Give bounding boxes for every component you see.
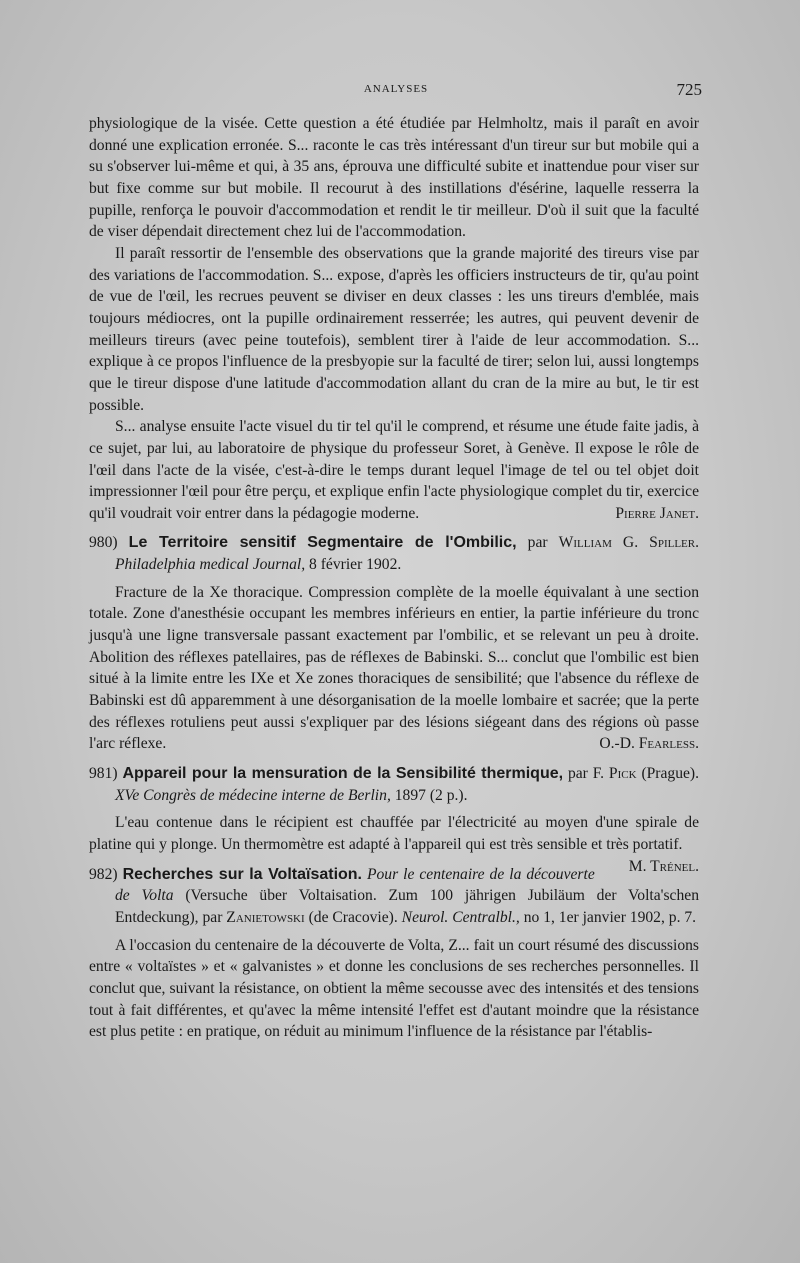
entry-date: 1897 (2 p.). [394, 786, 468, 804]
entry-date: 8 février 1902. [309, 556, 402, 574]
entry-subtitle: Pour le centenaire de la découverte de Volta [115, 865, 595, 905]
entry-heading-980 [89, 532, 699, 575]
running-head [90, 80, 702, 100]
entry-author: William G. Spiller. [558, 534, 700, 552]
entry-body-text: L'eau contenue dans le récipient est chauffée par l'électricité au moyen d'une spirale de platine qui y plonge. Un thermomètre est adapté à l'appareil qui est très sensible et très portatif. [89, 814, 699, 853]
entry-place: (Prague). [641, 765, 700, 783]
paragraph: physiologique de la visée. Cette question a été étudiée par Helmholtz, mais il paraît en avoir donné une explication erronée. S... raconte le cas très intéressant d'un tireur sur but mobile qui a su s'observer lui-même et qui, à 35 ans, éprouva une difficulté subite et inattendue pour viser sur but fixe comme sur but mobile. Il recourut à des instillations d'ésérine, laquelle resserra la pupille, renforça le pouvoir d'accommodation et rendit le tir meilleur. D'où il suit que la faculté de viser dépendait directement chez lui de l'accommodation. [89, 115, 699, 241]
entry-title: Le Territoire sensitif Segmentaire de l'Ombilic, [128, 534, 517, 552]
entry-heading-981 [89, 763, 699, 806]
signature: Pierre Janet. [615, 504, 699, 522]
entry-body [89, 582, 699, 755]
paragraph-with-signature [89, 416, 699, 524]
entry-number: 982) [89, 865, 118, 883]
paragraph: Il paraît ressortir de l'ensemble des observations que la grande majorité des tireurs vise par des variations de l'accommodation. S... expose, d'après les officiers instructeurs de tir, qu'au point de vue de l'œil, les recrues peuvent se diviser en deux classes : les uns tireurs d'emblée, mais toujours médiocres, ont la pupille ordinairement resserrée; les autres, qui peuvent devenir de meilleurs tireurs (avec peine toutefois), semblent tirer à l'aide de leur accommodation. S... explique à ce propos l'influence de la presbyopie sur la faculté de tirer; selon lui, aussi longtemps que le tireur dispose d'une latitude d'accommodation allant du cran de la mire au but, le tir est possible. [89, 244, 699, 414]
entry-by: par [527, 534, 548, 552]
entry-title: Recherches sur la Voltaïsation. [122, 865, 363, 883]
running-title: ANALYSES [363, 83, 429, 95]
entry-body-text: Fracture de la Xe thoracique. Compression complète de la moelle équivalant à une section totale. Zone d'anesthésie occupant les membres inférieurs en entier, la partie inférieure du tronc jusqu'à une ligne transversale passant exactement par l'ombilic, et se relevant un peu à droite. Abolition des réflexes patellaires, pas de réflexes de Babinski. S... conclut que l'ombilic est bien situé à la limite entre les IXe et Xe zones thoraciques de sensibilité; que l'absence du réflexe de Babinski est dû apparemment à une désorganisation de la moelle lombaire et sacrée; que la perte des réflexes rotuliens peut aussi s'expliquer par des lésions siégeant dans des régions où passe l'arc réflexe. [89, 583, 699, 753]
entry-place: (de Cracovie). [308, 908, 398, 926]
entry-journal: Neurol. Centralbl., [401, 908, 520, 926]
entry-author: F. Pick [592, 765, 637, 783]
entry-title: Appareil pour la mensuration de la Sensibilité thermique, [122, 765, 564, 783]
article-body [89, 113, 699, 1043]
page-number: 725 [676, 80, 702, 99]
entry-journal: Philadelphia medical Journal, [115, 556, 306, 574]
entry-author: Zanietowski [226, 908, 305, 926]
entry-body: A l'occasion du centenaire de la découverte de Volta, Z... fait un court résumé des discussions entre « voltaïstes » et « galvanistes » et donne les conclusions de ses recherches personnelles. Il conclut que, suivant la résistance, on obtient la même secousse avec des intensités et des tensions tout à fait différentes, et qu'avec la même intensité l'effet est d'autant moindre que la résistance est plus petite : en pratique, on réduit au minimum l'influence de la résistance par l'établis- [89, 936, 699, 1041]
signature: O.-D. Fearless. [599, 735, 699, 753]
entry-number: 981) [89, 765, 118, 783]
entry-journal: XVe Congrès de médecine interne de Berlin, [115, 786, 391, 804]
signature: M. Trénel. [628, 857, 699, 875]
entry-by: par [567, 765, 588, 783]
paragraph-text: S... analyse ensuite l'acte visuel du tir tel qu'il le comprend, et résume une étude faite jadis, à ce sujet, par lui, au laboratoire de physique du professeur Soret, à Genève. Il expose le rôle de l'œil dans l'acte de la visée, c'est-à-dire le temps durant lequel l'image de tel ou tel objet doit impressionner l'œil pour être perçu, et explique enfin l'acte physiologique complet du tir, exercice qu'il voudrait voir entrer dans la pédagogie moderne. [89, 418, 699, 522]
entry-german-title: (Versuche über Voltaisation. Zum 100 jährigen Jubiläum der Volta'schen Entdeckung), par [115, 887, 699, 926]
entry-date: no 1, 1er janvier 1902, p. 7. [523, 908, 697, 926]
entry-number: 980) [89, 534, 118, 552]
